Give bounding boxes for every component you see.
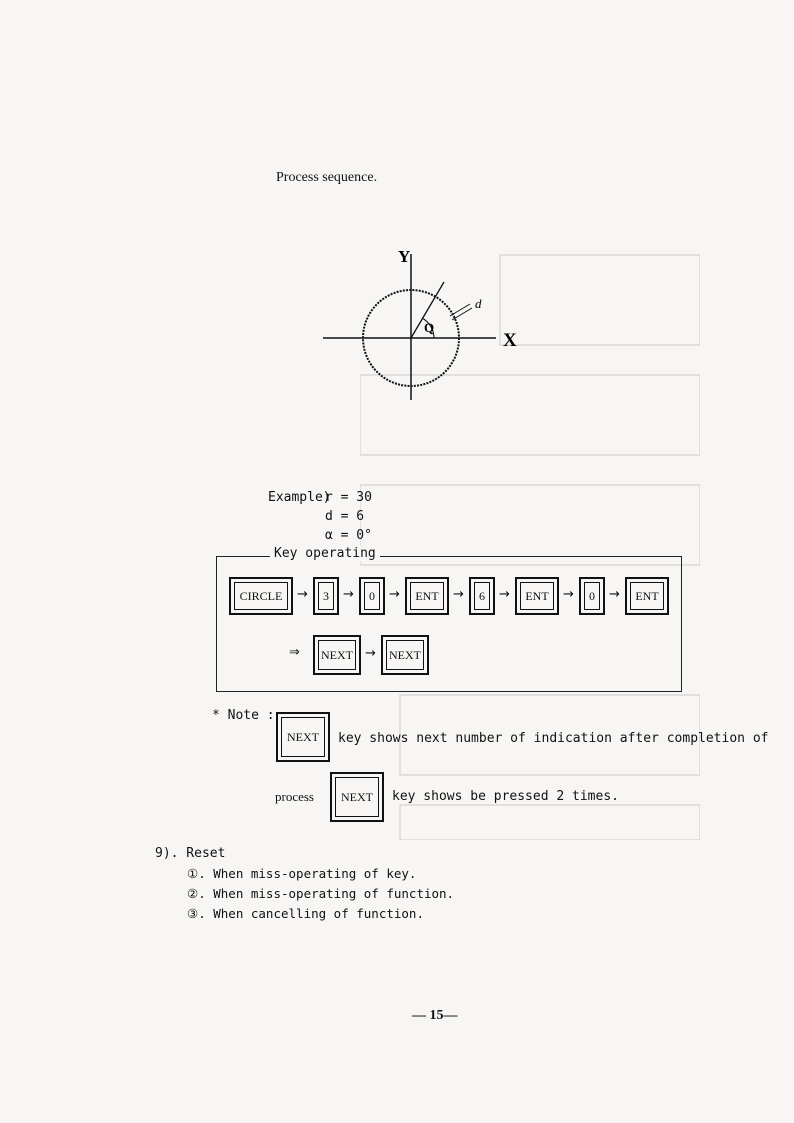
key-3: [313, 577, 339, 615]
key-next-second: [381, 635, 429, 675]
key-3-label: 3: [323, 588, 329, 603]
key-operating-legend: Key operating: [270, 546, 380, 561]
arrow-4: →: [453, 587, 464, 602]
reset-item-2: ②. When miss-operating of function.: [187, 886, 455, 901]
example-label: Example): [268, 490, 331, 505]
arrow-6: →: [563, 587, 574, 602]
note-text-line1: key shows next number of indication after completion of: [338, 731, 769, 746]
example-d-value: d = 6: [325, 509, 365, 524]
note-key-next-second: [330, 772, 384, 822]
note-mark: * Note :: [212, 708, 275, 723]
key-6: [469, 577, 495, 615]
key-next-first-label: NEXT: [321, 647, 353, 662]
arrow-7: →: [609, 587, 620, 602]
key-ent-third: [625, 577, 669, 615]
note-key-next-label: NEXT: [287, 729, 319, 744]
arrow-8: →: [365, 646, 376, 661]
note-key-next-second-label: NEXT: [341, 789, 373, 804]
key-6-label: 6: [479, 588, 485, 603]
reset-item-3: ③. When cancelling of function.: [187, 906, 424, 921]
angle-label: Q: [424, 320, 435, 335]
key-ent-second-label: ENT: [525, 588, 549, 603]
page-number: — 15—: [412, 1008, 458, 1023]
key-ent-third-label: ENT: [635, 588, 659, 603]
key-ent-second: [515, 577, 559, 615]
result-arrow: ⇒: [289, 645, 300, 660]
arrow-2: →: [343, 587, 354, 602]
key-ent-first: [405, 577, 449, 615]
key-0-second: [579, 577, 605, 615]
note-text-line2: key shows be pressed 2 times.: [392, 789, 619, 804]
key-next-first: [313, 635, 361, 675]
offset-mark-2: [452, 308, 472, 320]
offset-label: d: [475, 296, 482, 311]
key-circle: [229, 577, 293, 615]
example-r-value: r = 30: [325, 490, 372, 505]
process-sequence-heading: Process sequence.: [276, 170, 378, 185]
example-alpha-value: α = 0°: [325, 528, 372, 543]
circle-diagram: [318, 240, 518, 400]
key-0-first: [359, 577, 385, 615]
arrow-3: →: [389, 587, 400, 602]
x-axis-label: X: [503, 330, 517, 351]
key-0-first-label: 0: [369, 588, 375, 603]
key-operating-frame: [216, 556, 682, 692]
arrow-5: →: [499, 587, 510, 602]
reset-heading: 9). Reset: [155, 846, 226, 861]
offset-mark-1: [450, 304, 470, 316]
key-ent-first-label: ENT: [415, 588, 439, 603]
y-axis-label: Y: [398, 247, 411, 266]
key-0-second-label: 0: [589, 588, 595, 603]
key-circle-label: CIRCLE: [239, 588, 283, 603]
key-next-second-label: NEXT: [389, 647, 421, 662]
arrow-1: →: [297, 587, 308, 602]
reset-item-1: ①. When miss-operating of key.: [187, 866, 417, 881]
note-process-word: process: [275, 789, 314, 804]
note-key-next: [276, 712, 330, 762]
